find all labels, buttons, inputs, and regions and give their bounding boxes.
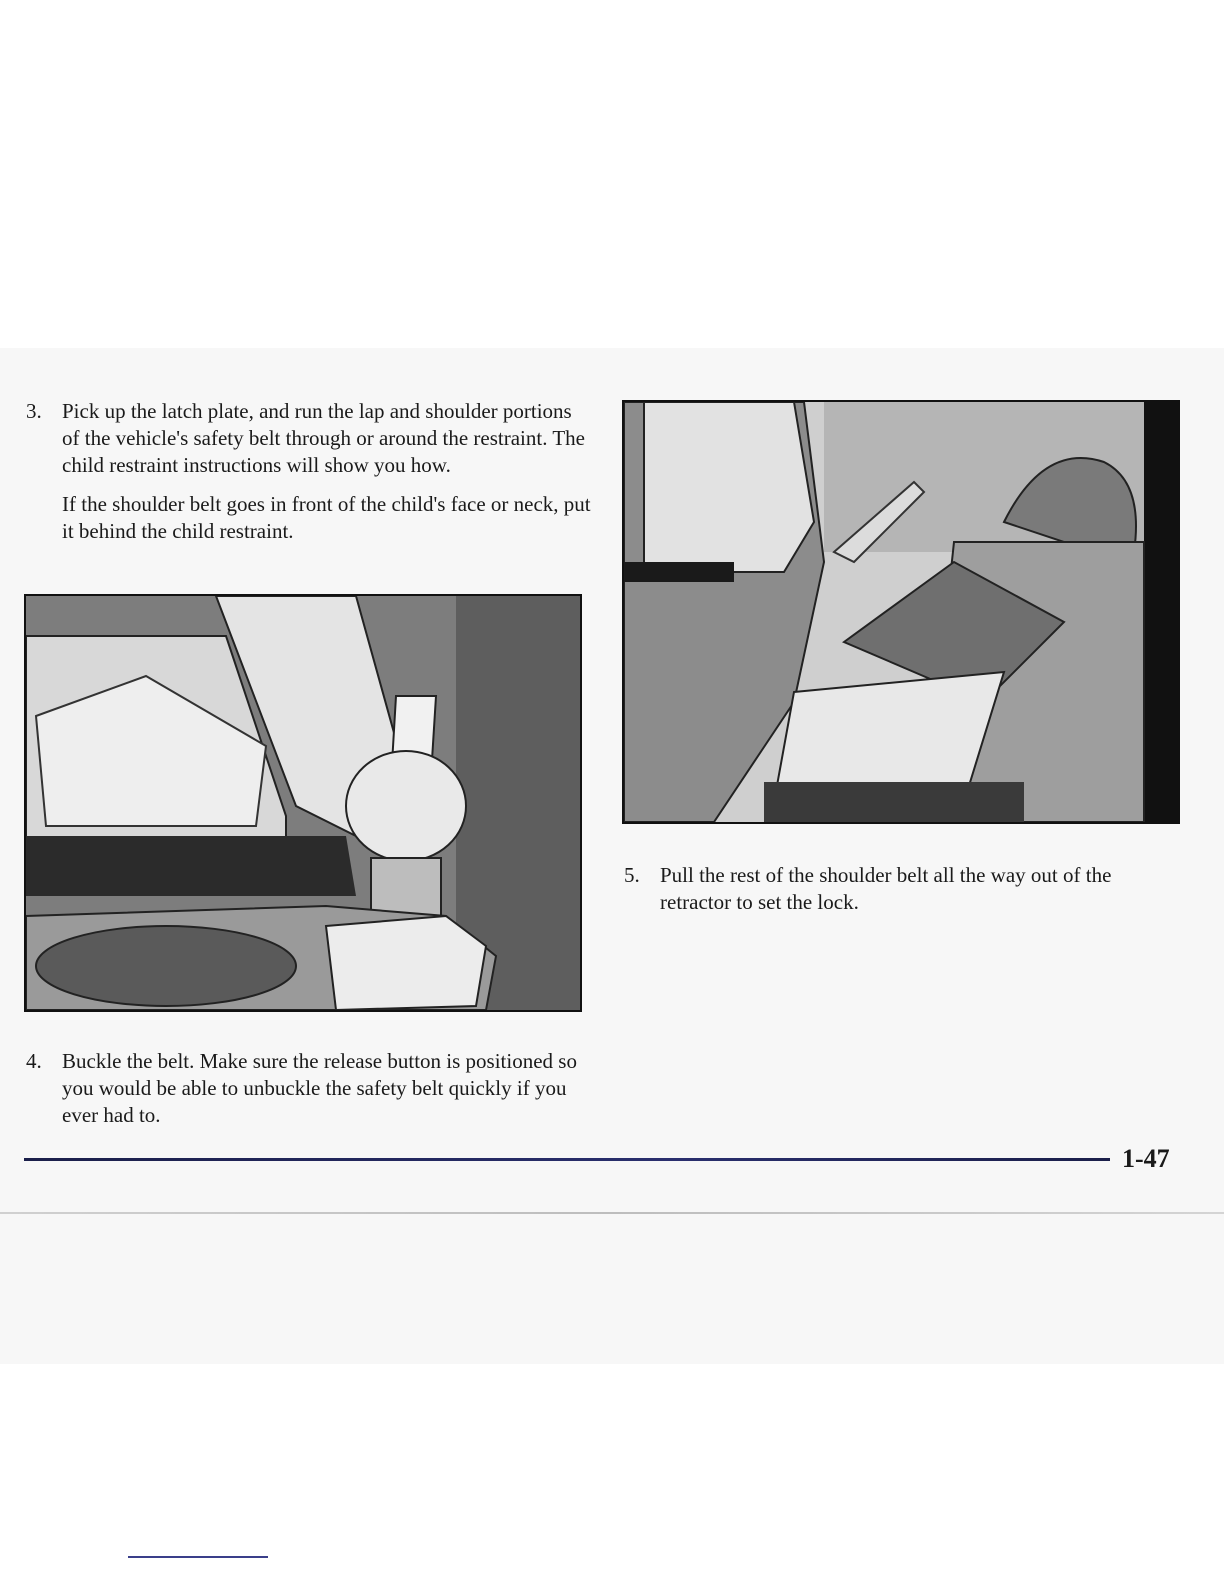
retractor-illustration (622, 400, 1180, 824)
step-text: Buckle the belt. Make sure the release button is positioned so you would be able to unbuckle the safety belt quickly if you ever had to. (62, 1049, 577, 1127)
scan-edge-line (0, 1212, 1224, 1214)
step-text: Pick up the latch plate, and run the lap and shoulder portions of the vehicle's safety belt through or around the restraint. The child restraint instructions will show you how. (62, 399, 585, 477)
step-number: 4. (26, 1049, 42, 1073)
step-number: 5. (624, 863, 640, 887)
step-note: If the shoulder belt goes in front of the child's face or neck, put it behind the child restraint. (62, 492, 591, 543)
buckle-illustration (24, 594, 582, 1012)
page-number: 1-47 (1122, 1144, 1170, 1173)
footer-rule (24, 1158, 1110, 1161)
bottom-mark (128, 1556, 268, 1558)
step-text: Pull the rest of the shoulder belt all the way out of the retractor to set the lock. (660, 863, 1112, 914)
step-number: 3. (26, 399, 42, 423)
retractor-drawing (624, 402, 1178, 822)
buckle-drawing (26, 596, 580, 1010)
